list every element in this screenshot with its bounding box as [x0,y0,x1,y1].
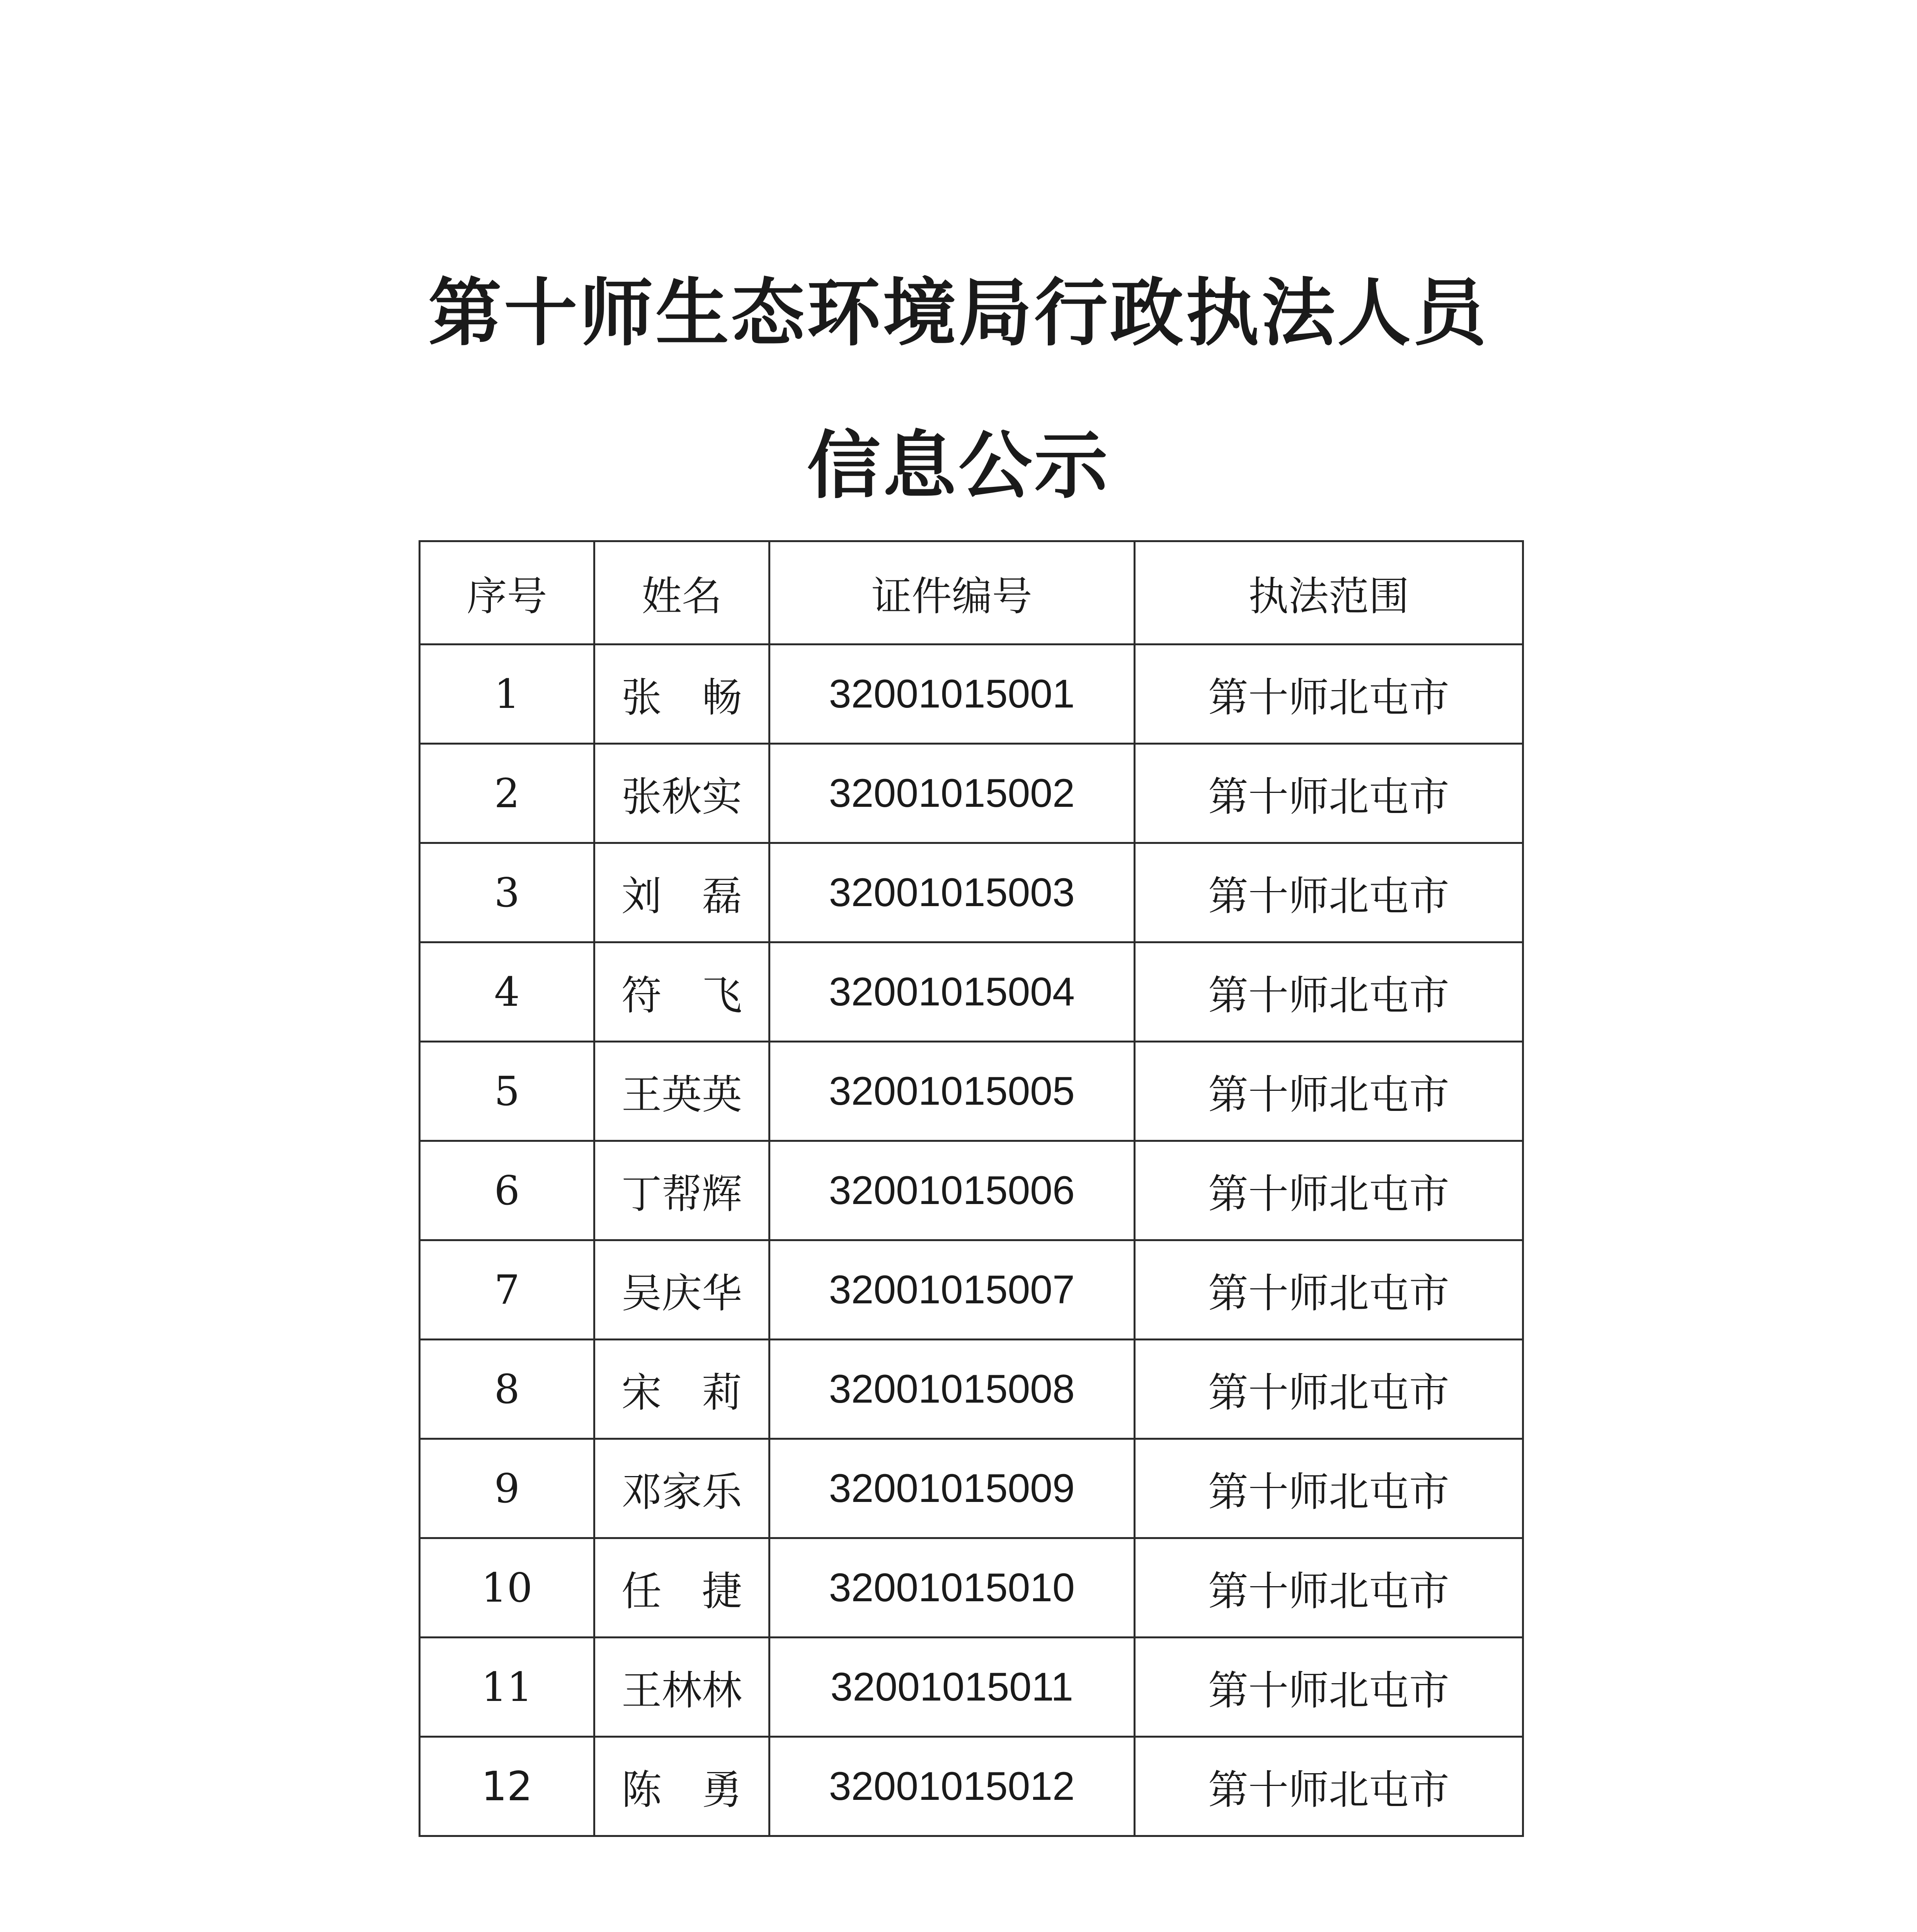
cell-seq: 11 [420,1638,594,1737]
table-row [420,645,1523,744]
cell-scope: 第十师北屯市 [1134,1141,1523,1240]
table-row [420,1439,1523,1538]
cell-seq: 9 [420,1439,594,1538]
cell-cert-no: 32001015005 [769,1042,1134,1141]
cell-scope: 第十师北屯市 [1134,1638,1523,1737]
cell-name: 宋 莉 [594,1340,769,1439]
cell-name: 张秋实 [594,744,769,843]
cell-cert-no: 32001015011 [769,1638,1134,1737]
cell-name: 丁帮辉 [594,1141,769,1240]
cell-scope: 第十师北屯市 [1134,1439,1523,1538]
cell-name: 张 畅 [594,645,769,744]
table-header-row [420,541,1523,645]
cell-cert-no: 32001015004 [769,942,1134,1042]
cell-scope: 第十师北屯市 [1134,843,1523,942]
cell-scope: 第十师北屯市 [1134,1042,1523,1141]
cell-name: 王英英 [594,1042,769,1141]
cell-seq: 6 [420,1141,594,1240]
table-row [420,1340,1523,1439]
header-seq: 序号 [420,541,594,645]
cell-seq: 2 [420,744,594,843]
document-subtitle: 信息公示 [807,422,1110,509]
cell-seq: 1 [420,645,594,744]
cell-seq: 5 [420,1042,594,1141]
cell-seq: 8 [420,1340,594,1439]
cell-cert-no: 32001015007 [769,1240,1134,1340]
cell-scope: 第十师北屯市 [1134,942,1523,1042]
table-row [420,843,1523,942]
cell-name: 符 飞 [594,942,769,1042]
table-row [420,744,1523,843]
cell-cert-no: 32001015001 [769,645,1134,744]
cell-cert-no: 32001015003 [769,843,1134,942]
cell-name: 刘 磊 [594,843,769,942]
cell-scope: 第十师北屯市 [1134,1240,1523,1340]
table-row [420,1042,1523,1141]
cell-cert-no: 32001015012 [769,1737,1134,1836]
cell-name: 吴庆华 [594,1240,769,1340]
table-row [420,1538,1523,1638]
table-row [420,1240,1523,1340]
enforcement-personnel-table [419,540,1524,1837]
table-row [420,1737,1523,1836]
cell-scope: 第十师北屯市 [1134,744,1523,843]
header-cert-no: 证件编号 [769,541,1134,645]
cell-name: 王林林 [594,1638,769,1737]
table-row [420,1141,1523,1240]
cell-name: 任 捷 [594,1538,769,1638]
cell-scope: 第十师北屯市 [1134,1538,1523,1638]
table-row [420,942,1523,1042]
cell-scope: 第十师北屯市 [1134,645,1523,744]
header-scope: 执法范围 [1134,541,1523,645]
cell-seq: 10 [420,1538,594,1638]
cell-name: 邓家乐 [594,1439,769,1538]
cell-cert-no: 32001015010 [769,1538,1134,1638]
cell-scope: 第十师北屯市 [1134,1737,1523,1836]
document-title: 第十师生态环境局行政执法人员 [428,270,1489,356]
cell-cert-no: 32001015006 [769,1141,1134,1240]
cell-cert-no: 32001015009 [769,1439,1134,1538]
cell-seq: 3 [420,843,594,942]
cell-cert-no: 32001015008 [769,1340,1134,1439]
cell-cert-no: 32001015002 [769,744,1134,843]
cell-seq: 7 [420,1240,594,1340]
cell-seq: 4 [420,942,594,1042]
table-row [420,1638,1523,1737]
header-name: 姓名 [594,541,769,645]
cell-name: 陈 勇 [594,1737,769,1836]
cell-seq: 12 [420,1737,594,1836]
cell-scope: 第十师北屯市 [1134,1340,1523,1439]
